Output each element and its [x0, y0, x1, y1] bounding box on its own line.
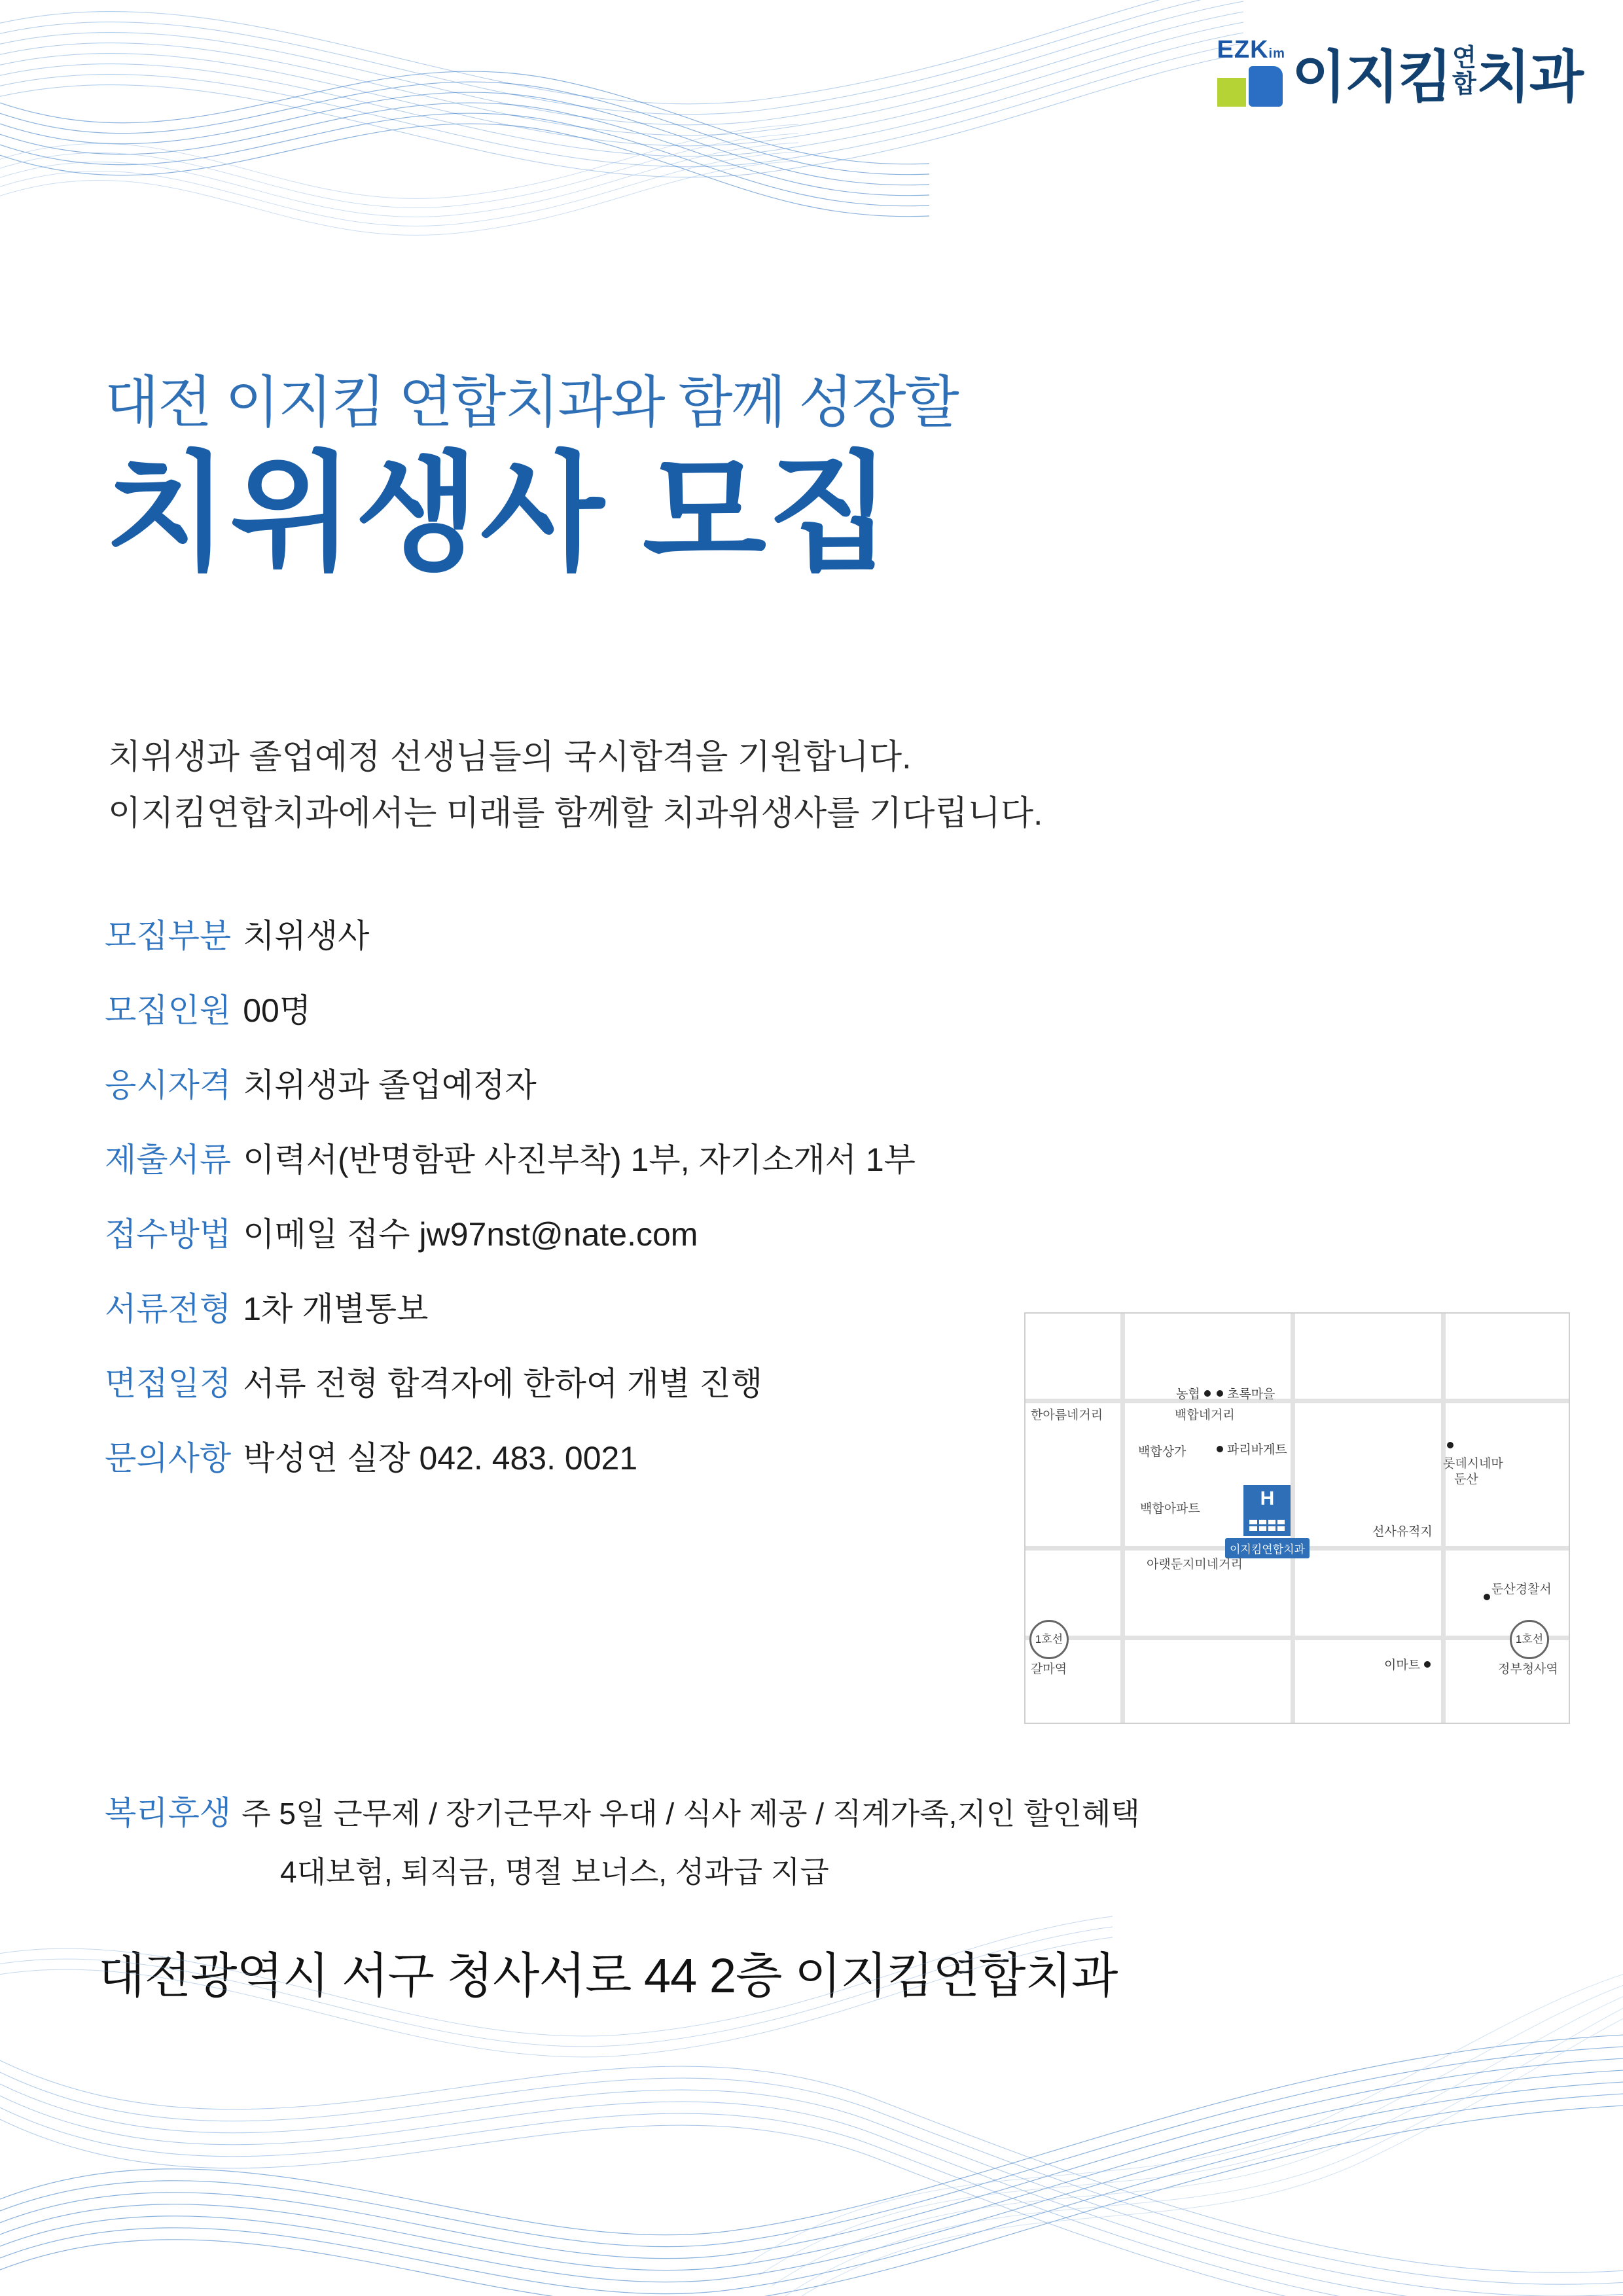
map-label-dunsan-police: 둔산경찰서	[1491, 1583, 1552, 1596]
map-poi-label: 파리바게트	[1227, 1443, 1287, 1457]
detail-label: 면접일정	[105, 1365, 232, 1402]
map-label-baekhap-apt: 백합아파트	[1140, 1502, 1200, 1516]
map-poi-seonsa	[1372, 1522, 1433, 1539]
hospital-icon	[1243, 1485, 1291, 1536]
map-poi-label: 초록마을	[1227, 1388, 1275, 1401]
logo-blocks	[1217, 66, 1283, 107]
logo-green-square-icon	[1217, 78, 1246, 107]
subway-station-jeongbu-icon	[1510, 1620, 1549, 1659]
list-item	[105, 1059, 1008, 1106]
logo-name-stack-top: 연	[1452, 45, 1475, 73]
map-label-jeongbu: 정부청사역	[1498, 1662, 1558, 1676]
clinic-address: 대전광역시 서구 청사서로 44 2층 이지킴연합치과	[98, 1948, 1118, 2003]
logo-mark	[1217, 37, 1285, 107]
detail-label: 문의사항	[105, 1440, 232, 1477]
logo-mark-im: im	[1268, 46, 1285, 61]
detail-label: 모집인원	[105, 992, 232, 1029]
map-label-areatdongji: 아랫둔지미네거리	[1147, 1558, 1243, 1571]
list-item	[105, 1432, 1008, 1479]
location-map	[1024, 1312, 1570, 1724]
detail-value: 이력서(반명함판 사진부착) 1부, 자기소개서 1부	[243, 1141, 916, 1178]
map-poi-emart	[1384, 1655, 1431, 1673]
detail-label: 제출서류	[105, 1141, 232, 1178]
map-label-galma: 갈마역	[1031, 1662, 1067, 1676]
logo-name-stack-bottom: 합	[1452, 71, 1475, 98]
decorative-wave-bottom	[0, 1838, 1623, 2296]
map-label-baekhap-crossing: 백합네거리	[1175, 1408, 1235, 1422]
logo-mark-ezk: EZK	[1217, 36, 1269, 63]
map-poi-label: 이마트	[1384, 1659, 1421, 1672]
map-dot-icon	[1447, 1442, 1454, 1448]
map-poi-paris	[1217, 1440, 1287, 1458]
map-label-dunsan: 둔산	[1454, 1473, 1478, 1486]
headline-subtitle: 대전 이지킴 연합치과와 함께 성장할	[105, 371, 958, 434]
list-item	[105, 984, 1008, 1031]
detail-value: 치위생과 졸업예정자	[243, 1067, 537, 1103]
map-road-horizontal	[1026, 1399, 1569, 1403]
intro-line-1: 치위생과 졸업예정 선생님들의 국시합격을 기원합니다.	[108, 738, 912, 776]
benefits-label: 복리후생	[105, 1795, 232, 1831]
map-road-vertical	[1120, 1314, 1125, 1723]
intro-paragraph	[108, 730, 1043, 842]
list-item	[105, 1283, 1008, 1330]
map-poi-label: 선사유적지	[1372, 1525, 1433, 1539]
detail-value: 00명	[243, 992, 312, 1029]
benefits-section	[105, 1787, 1518, 1892]
detail-value: 이메일 접수 jw97nst@nate.com	[243, 1216, 698, 1253]
hospital-letter: H	[1260, 1488, 1275, 1509]
detail-label: 서류전형	[105, 1291, 232, 1327]
map-poi-chorok	[1217, 1384, 1275, 1402]
detail-label: 접수방법	[105, 1216, 232, 1253]
map-dot-icon	[1424, 1661, 1431, 1668]
map-road-vertical	[1441, 1314, 1446, 1723]
map-dot-icon	[1484, 1594, 1490, 1600]
headline-title: 치위생사 모집	[105, 442, 893, 585]
map-label-baekhap-sangga: 백합상가	[1138, 1445, 1186, 1459]
detail-label: 모집부분	[105, 918, 232, 954]
map-poi-label: 농협	[1176, 1388, 1200, 1401]
map-poi-nonghyup	[1176, 1384, 1211, 1402]
map-dot-icon	[1204, 1390, 1211, 1397]
clinic-map-label: 이지킴연합치과	[1225, 1538, 1310, 1558]
logo-mark-text	[1217, 37, 1285, 62]
clinic-location-marker	[1225, 1485, 1310, 1558]
subway-line-label: 1호선	[1515, 1633, 1544, 1646]
clinic-logo	[1217, 31, 1582, 113]
logo-name-part2: 치과	[1476, 46, 1582, 109]
map-dot-icon	[1217, 1390, 1223, 1397]
logo-name-stack	[1452, 46, 1475, 98]
map-road-horizontal	[1026, 1636, 1569, 1640]
list-item	[105, 910, 1008, 957]
map-label-lotte: 롯데시네마	[1443, 1457, 1503, 1471]
detail-value: 서류 전형 합격자에 한하여 개별 진행	[243, 1365, 763, 1402]
hospital-windows-icon	[1249, 1520, 1285, 1531]
detail-label: 응시자격	[105, 1067, 232, 1103]
subway-station-galma-icon	[1029, 1620, 1069, 1659]
benefits-text-2: 4대보험, 퇴직금, 명절 보너스, 성과급 지급	[280, 1855, 829, 1889]
detail-value: 1차 개별통보	[243, 1291, 429, 1327]
list-item	[105, 1357, 1008, 1405]
recruitment-details-list	[105, 910, 1008, 1507]
list-item	[105, 1208, 1008, 1255]
intro-line-2: 이지킴연합치과에서는 미래를 함께할 치과위생사를 기다립니다.	[108, 794, 1043, 833]
list-item	[105, 1134, 1008, 1181]
logo-korean-name	[1292, 31, 1582, 113]
benefits-line-1	[105, 1787, 1518, 1834]
benefits-text-1: 주 5일 근무제 / 장기근무자 우대 / 식사 제공 / 직계가족,지인 할인혜택	[241, 1797, 1140, 1831]
detail-value: 박성연 실장 042. 483. 0021	[243, 1440, 638, 1477]
logo-name-part1: 이지킴	[1291, 46, 1452, 109]
logo-blue-square-icon	[1249, 66, 1283, 107]
detail-value: 치위생사	[243, 918, 370, 954]
subway-line-label: 1호선	[1035, 1633, 1063, 1646]
map-dot-icon	[1217, 1446, 1223, 1452]
map-label-hanareum: 한아름네거리	[1031, 1408, 1103, 1422]
